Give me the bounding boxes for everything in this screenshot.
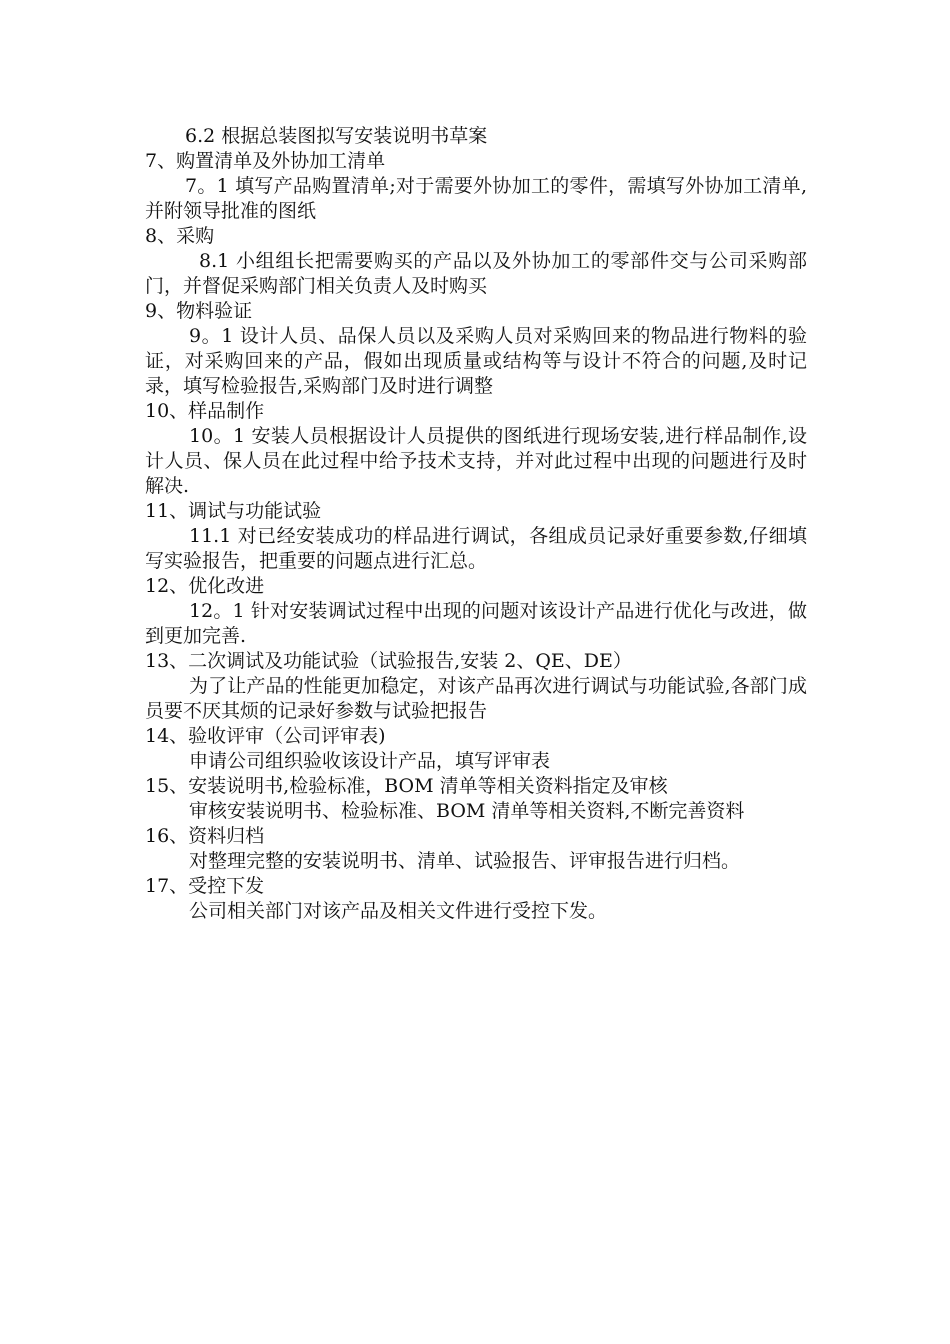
paragraph-9-1: 9。1 设计人员、品保人员以及采购人员对采购回来的物品进行物料的验证，对采购回来的产品，假如出现质量或结构等与设计不符合的问题,及时记录，填写检验报告,采购部门及时进行调整 xyxy=(145,325,807,397)
heading-8: 8、采购 xyxy=(145,225,215,247)
heading-17: 17、受控下发 xyxy=(145,875,265,897)
document-page xyxy=(145,124,807,924)
heading-15: 15、安装说明书,检验标准，BOM 清单等相关资料指定及审核 xyxy=(145,775,668,797)
paragraph-15: 审核安装说明书、检验标准、BOM 清单等相关资料,不断完善资料 xyxy=(189,800,745,822)
paragraph-11-1: 11.1 对已经安装成功的样品进行调试，各组成员记录好重要参数,仔细填写实验报告，把重要的问题点进行汇总。 xyxy=(145,525,807,572)
paragraph-17: 公司相关部门对该产品及相关文件进行受控下发。 xyxy=(189,900,608,922)
heading-12: 12、优化改进 xyxy=(145,575,265,597)
heading-13: 13、二次调试及功能试验（试验报告,安装 2、QE、DE） xyxy=(145,650,632,672)
paragraph-14: 申请公司组织验收该设计产品，填写评审表 xyxy=(189,750,551,772)
paragraph-13: 为了让产品的性能更加稳定，对该产品再次进行调试与功能试验,各部门成员要不厌其烦的记录好参数与试验把报告 xyxy=(145,675,807,722)
heading-14: 14、验收评审（公司评审表) xyxy=(145,725,386,747)
paragraph-6-2: 6.2 根据总装图拟写安装说明书草案 xyxy=(185,125,488,147)
paragraph-7-1: 7。1 填写产品购置清单;对于需要外协加工的零件，需填写外协加工清单,并附领导批准的图纸 xyxy=(145,175,807,222)
paragraph-16: 对整理完整的安装说明书、清单、试验报告、评审报告进行归档。 xyxy=(189,850,741,872)
heading-11: 11、调试与功能试验 xyxy=(145,500,322,522)
heading-16: 16、资料归档 xyxy=(145,825,265,847)
heading-9: 9、物料验证 xyxy=(145,300,253,322)
paragraph-8-1: 8.1 小组组长把需要购买的产品以及外协加工的零部件交与公司采购部门，并督促采购部门相关负责人及时购买 xyxy=(145,250,807,297)
heading-10: 10、样品制作 xyxy=(145,400,265,422)
paragraph-10-1: 10。1 安装人员根据设计人员提供的图纸进行现场安装,进行样品制作,设计人员、保人员在此过程中给予技术支持，并对此过程中出现的问题进行及时解决. xyxy=(145,425,807,497)
paragraph-12-1: 12。1 针对安装调试过程中出现的问题对该设计产品进行优化与改进，做到更加完善. xyxy=(145,600,807,647)
heading-7: 7、购置清单及外协加工清单 xyxy=(145,150,386,172)
